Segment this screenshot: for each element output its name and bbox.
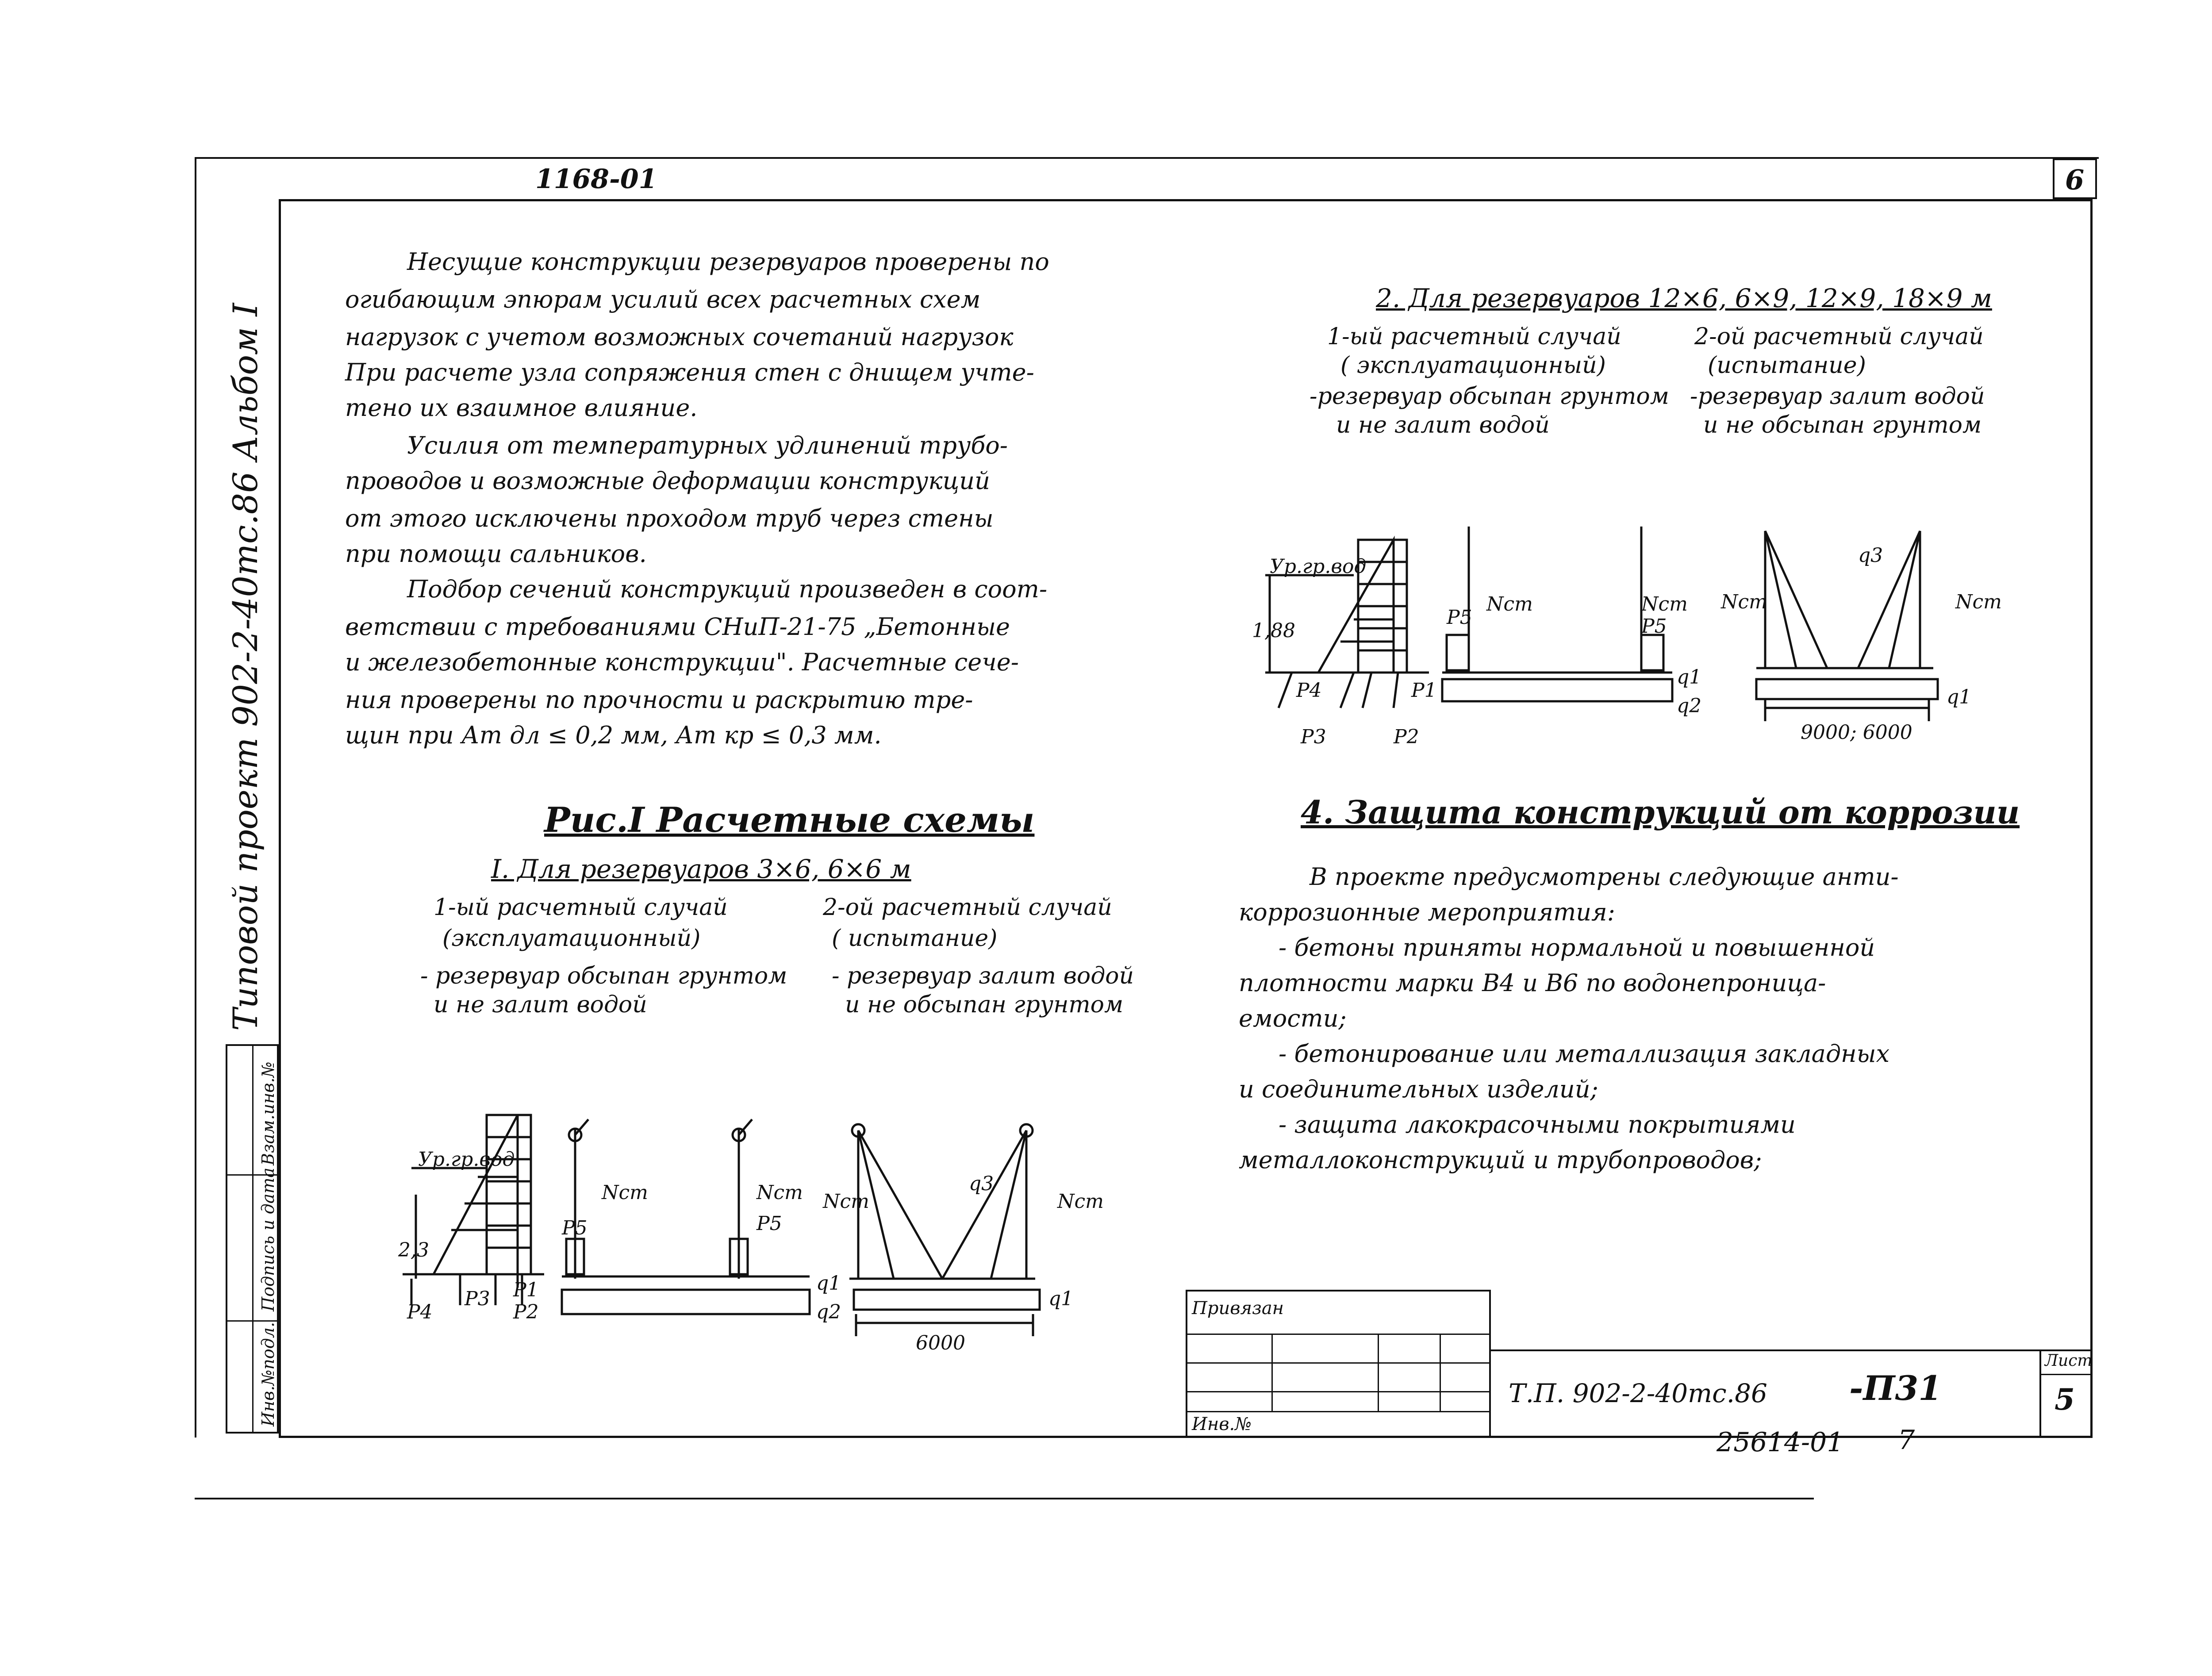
fig1-p1-label: P1 (513, 1279, 539, 1301)
text-line: нагрузок с учетом возможных сочетаний нагрузок (345, 323, 1014, 351)
fig1-nct-label-left: Nст (602, 1181, 648, 1204)
section4-line: и соединительных изделий; (1239, 1075, 1598, 1103)
fig2-p3-label: P3 (1301, 726, 1326, 748)
fig1-p3-label: P3 (465, 1288, 490, 1310)
fig1-p5-label-left: P5 (562, 1217, 588, 1239)
fig2-q3-label: q3 (1858, 544, 1883, 567)
fig2-diagrams (1252, 522, 2004, 770)
fig1-wall-rect (487, 1115, 531, 1274)
fig1-p4-label: P4 (407, 1301, 433, 1323)
text-line: и железобетонные конструкции". Расчетные сече- (345, 648, 1019, 676)
text-line: Несущие конструкции резервуаров проверены по (407, 248, 1049, 276)
list-label: Лист (2045, 1352, 2093, 1370)
list-number: 5 (2055, 1382, 2075, 1417)
text-line: Усилия от температурных удлинений трубо- (407, 431, 1008, 459)
fig1-q2-label: q2 (816, 1301, 841, 1323)
fig1-water-level-label: Ур.гр.вод (418, 1148, 515, 1171)
text-line: Подбор сечений конструкций произведен в соот- (407, 575, 1048, 603)
fig2-p1-label: P1 (1411, 679, 1437, 702)
fig2-case1-line: ( эксплуатационный) (1340, 352, 1606, 379)
text-line: ния проверены по прочности и раскрытию тре- (345, 686, 973, 714)
section4-line: плотности марки В4 и В6 по водонепроница- (1239, 969, 1826, 997)
fig2-depth-label: 1,88 (1252, 619, 1295, 642)
section4-line: - бетоны приняты нормальной и повышенной (1279, 934, 1875, 961)
section4-line: емости; (1239, 1004, 1347, 1032)
fig2-p4-label: P4 (1296, 679, 1322, 702)
text-line: от этого исключены проходом труб через стены (345, 504, 994, 532)
spine-stamp (226, 1044, 279, 1434)
fig2-case1-line: -резервуар обсыпан грунтом (1310, 383, 1669, 410)
text-line: При расчете узла сопряжения стен с днищем учте- (345, 358, 1034, 386)
fig1-nct-label-right: Nст (757, 1181, 803, 1204)
fig2-p2-label: P2 (1394, 726, 1419, 748)
fig1-water-right (991, 1130, 1026, 1279)
fig1-p5-label-right: P5 (757, 1212, 782, 1235)
fig2-water-left (1765, 531, 1796, 668)
corner-page-number: 6 (2065, 164, 2085, 196)
fig1-p2-label: P2 (513, 1301, 539, 1323)
doc-code: Т.П. 902-2-40тс.86 (1509, 1378, 1767, 1408)
fig2-dimension-label: 9000; 6000 (1801, 721, 1912, 744)
fig2-case2-nct-left: Nст (1721, 591, 1767, 613)
section4-line: В проекте предусмотрены следующие анти- (1310, 863, 1899, 891)
fig2-case2-line: и не обсыпан грунтом (1703, 412, 1982, 438)
fig2-q1-label: q1 (1677, 666, 1702, 688)
section4-line: - бетонирование или металлизация закладных (1279, 1040, 1890, 1068)
spine-title: Типовой проект 902-2-40тс.86 Альбом I (226, 303, 265, 1031)
fig1-diagrams (380, 527, 1133, 1389)
top-code: 1168-01 (535, 164, 657, 195)
sheet-bottom-line (195, 1498, 1814, 1499)
fig1-case2-line: ( испытание) (832, 925, 998, 952)
stamp-inv-label: Инв.№подл. (258, 1322, 278, 1426)
text-line: проводов и возможные деформации конструкций (345, 467, 990, 495)
fig2-p5-label-right: P5 (1641, 615, 1667, 638)
title-block-top-line (1491, 1349, 2093, 1351)
fig2-heading: 2. Для резервуаров 12×6, 6×9, 12×9, 18×9 м (1376, 283, 1992, 313)
bottom-code: 25614-01 (1717, 1427, 1844, 1458)
fig1-q3-label: q3 (969, 1172, 994, 1195)
fig1-dimension-label: 6000 (916, 1332, 965, 1354)
fig1-depth-label: 2,3 (398, 1239, 429, 1261)
fig1-case2-nct-left: Nст (823, 1190, 869, 1213)
section4-line: коррозионные мероприятия: (1239, 898, 1616, 926)
fig2-case2-line: (испытание) (1708, 352, 1866, 379)
text-line: ветствии с требованиями СНиП-21-75 „Бетонные (345, 613, 1010, 641)
corner-page-box (2053, 158, 2097, 199)
title-block-grid (1186, 1290, 1491, 1438)
fig2-p5-label-left: P5 (1447, 606, 1472, 629)
fig1-case1-line: (эксплуатационный) (442, 925, 701, 952)
fig2-nct-label-left: Nст (1486, 593, 1533, 615)
text-line: огибающим эпюрам усилий всех расчетных схем (345, 285, 981, 313)
fig2-water-right (1889, 531, 1920, 668)
stamp-sign-label: Подпись и дата (258, 1167, 278, 1311)
fig1-case2-slab (854, 1290, 1040, 1310)
fig1-case1-line: - резервуар обсыпан грунтом (420, 963, 787, 989)
fig2-q2-label: q2 (1677, 695, 1702, 717)
sheet-code: -П31 (1849, 1368, 1942, 1408)
stamp-replace-label: Взам.инв.№ (258, 1061, 278, 1165)
text-line: щин при Ат дл ≤ 0,2 мм, Ат кр ≤ 0,3 мм. (345, 721, 882, 749)
fig1-heading: I. Для резервуаров 3×6, 6×6 м (491, 854, 911, 884)
fig1-case2-nct-right: Nст (1057, 1190, 1104, 1213)
fig2-case2-slab (1756, 679, 1938, 699)
fig2-case1-line: 1-ый расчетный случай (1327, 323, 1621, 350)
section4-line: металлоконструкций и трубопроводов; (1239, 1146, 1762, 1174)
fig2-case2-nct-right: Nст (1955, 591, 2002, 613)
fig2-nct-label-right: Nст (1641, 593, 1688, 615)
list-box (2039, 1349, 2093, 1438)
figure-title: Рис.I Расчетные схемы (544, 800, 1035, 840)
fig1-case1-line: 1-ый расчетный случай (434, 894, 728, 921)
fig1-case2-line: и не обсыпан грунтом (845, 992, 1124, 1018)
fig2-slab (1442, 679, 1672, 701)
text-line: тено их взаимное влияние. (345, 394, 698, 422)
fig2-case1-line: и не залит водой (1336, 412, 1550, 438)
privyazan-label: Привязан (1192, 1298, 1284, 1319)
fig1-q1-label: q1 (816, 1272, 841, 1295)
fig1-slab (562, 1290, 810, 1314)
fig1-case2-line: - резервуар залит водой (832, 963, 1134, 989)
fig1-case2-q1-label: q1 (1048, 1288, 1074, 1310)
fig2-case2-line: -резервуар залит водой (1690, 383, 1985, 410)
bottom-number: 7 (1898, 1425, 1915, 1456)
fig1-case1-line: и не залит водой (434, 992, 647, 1018)
section4-line: - защита лакокрасочными покрытиями (1279, 1111, 1796, 1138)
text-line: при помощи сальников. (345, 540, 647, 568)
fig2-case2-line: 2-ой расчетный случай (1694, 323, 1984, 350)
fig1-soil-triangle (434, 1115, 518, 1274)
fig2-water-level-label: Ур.гр.вод (1270, 555, 1367, 578)
fig1-case2-line: 2-ой расчетный случай (823, 894, 1112, 921)
inv-label: Инв.№ (1192, 1414, 1252, 1434)
fig2-case2-q1-label: q1 (1947, 686, 1972, 708)
section4-title: 4. Защита конструкций от коррозии (1301, 793, 2020, 831)
